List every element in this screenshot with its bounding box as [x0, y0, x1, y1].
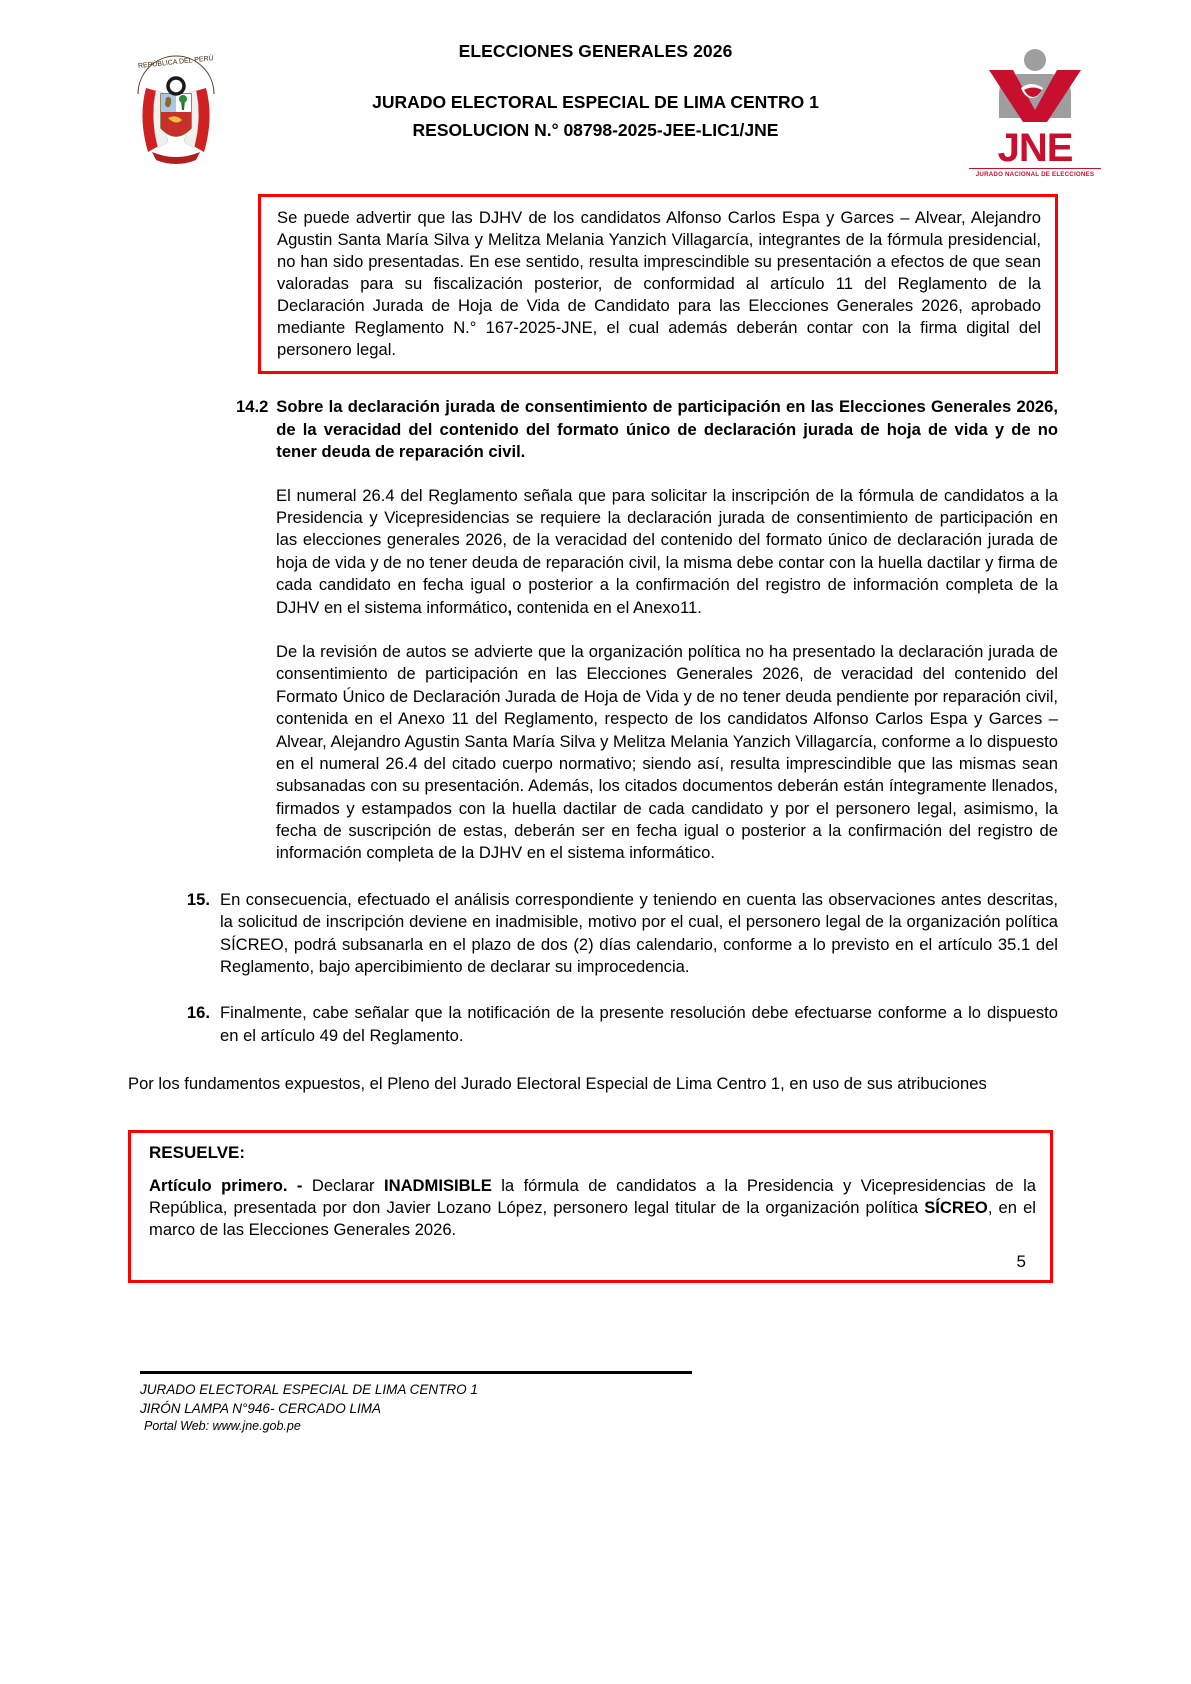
document-header	[0, 0, 1191, 182]
list-item-16	[176, 1002, 1058, 1047]
svg-text:REPÚBLICA DEL PERÚ: REPÚBLICA DEL PERÚ	[137, 55, 215, 70]
footer-line-entity: JURADO ELECTORAL ESPECIAL DE LIMA CENTRO 1	[140, 1381, 478, 1397]
paragraph-1-bold-comma: ,	[507, 597, 513, 617]
jne-logo-subtitle: JURADO NACIONAL DE ELECCIONES	[969, 168, 1101, 178]
document-body	[0, 194, 1191, 1283]
header-titles	[246, 42, 946, 143]
jne-logo-icon	[969, 48, 1101, 178]
resuelve-body	[149, 1175, 1036, 1242]
resuelve-box	[128, 1130, 1053, 1283]
header-line-resolucion: RESOLUCION N.° 08798-2025-JEE-LIC1/JNE	[412, 119, 779, 140]
resuelve-text-3: , en el marco de las Elecciones Generales 2026.	[149, 1198, 1036, 1240]
section-14-2-title: Sobre la declaración jurada de consentimiento de participación en las Elecciones Generales 2026, de la veracidad del contenido del formato único de declaración jurada de hoja de vida y de no tener deuda de reparación civil.	[276, 397, 1058, 461]
peru-coat-of-arms-icon	[128, 48, 224, 176]
resuelve-text-1: Declarar	[302, 1175, 384, 1195]
section-14-2-paragraph-1	[276, 485, 1058, 619]
resuelve-title: RESUELVE:	[149, 1142, 246, 1162]
list-item-15-text: En consecuencia, efectuado el análisis correspondiente y teniendo en cuenta las observaciones antes descritas, la solicitud de inscripción deviene en inadmisible, motivo por el cual, el personero legal de la organización política SÍCREO, podrá subsanarla en el plazo de dos (2) días calendario, conforme a lo previsto en el artículo 35.1 del Reglamento, bajo apercibimiento de declarar su improcedencia.	[220, 889, 1058, 977]
paragraph-1-part-a: El numeral 26.4 del Reglamento señala que para solicitar la inscripción de la fórmula de candidatos a la Presidencia y Vicepresidencias se requiere la declaración jurada de consentimiento de participación en las elecciones generales 2026, de la veracidad del contenido del formato único de declaración jurada de hoja de vida y de no tener deuda de reparación civil, la misma debe contar con la huella dactilar y firma de cada candidato en fecha igual o posterior a la confirmación del registro de información completa de la DJHV en el sistema informático	[276, 485, 1058, 617]
resuelve-bold-sicreo: SÍCREO	[924, 1198, 988, 1217]
list-item-15-number: 15.	[186, 889, 210, 909]
section-14-2-number: 14.2	[236, 397, 269, 417]
header-line-jurado: JURADO ELECTORAL ESPECIAL DE LIMA CENTRO 1	[372, 92, 819, 113]
paragraph-1-part-b: contenida en el Anexo11.	[512, 597, 702, 617]
resuelve-article-label: Artículo primero. -	[149, 1175, 303, 1195]
header-line-elecciones: ELECCIONES GENERALES 2026	[458, 41, 733, 61]
page-number: 5	[1016, 1251, 1026, 1271]
section-14-2-paragraph-2: De la revisión de autos se advierte que la organización política no ha presentado la declaración jurada de consentimiento de participación en las Elecciones Generales 2026, de veracidad del contenido del Formato Único de Declaración Jurada de Hoja de Vida y de no tener deuda pendiente por reparación civil, contenida en el Anexo 11 del Reglamento, respecto de los candidatos Alfonso Carlos Espa y Garces – Alvear, Alejandro Agustin Santa María Silva y Melitza Melania Yanzich Villagarcía, conforme a lo dispuesto en el numeral 26.4 del citado cuerpo normativo; siendo así, resulta imprescindible que las mismas sean subsanadas con su presentación. Además, los citados documentos deberán están íntegramente llenados, firmados y estampados con la huella dactilar de cada candidato y por el personero legal, asimismo, la fecha de suscripción de estas, deberán ser en fecha igual o posterior a la confirmación del registro de información completa de la DJHV en el sistema informático.	[276, 641, 1058, 863]
footer-line-web: Portal Web: www.jne.gob.pe	[144, 1419, 301, 1434]
list-item-16-number: 16.	[186, 1003, 210, 1023]
jne-logo-text: JNE	[997, 126, 1073, 170]
resuelve-bold-inadmisible: INADMISIBLE	[383, 1175, 492, 1195]
resuelve-text-2: la fórmula de candidatos a la Presidencia y Vicepresidencias de la República, presentada por don Javier Lozano López, personero legal titular de la organización política	[149, 1175, 1036, 1217]
footer-divider	[140, 1371, 692, 1374]
closing-paragraph: Por los fundamentos expuestos, el Pleno del Jurado Electoral Especial de Lima Centro 1, en uso de sus atribuciones	[128, 1074, 987, 1094]
section-14-2-heading	[236, 396, 1058, 462]
highlight-box-djhv	[258, 194, 1058, 374]
list-item-15	[176, 889, 1058, 979]
document-footer	[128, 1371, 1028, 1436]
highlight-box-djhv-text: Se puede advertir que las DJHV de los candidatos Alfonso Carlos Espa y Garces – Alvear, Alejandro Agustin Santa María Silva y Melitza Melania Yanzich Villagarcía, integrantes de la fórmula presidencial, no han sido presentadas. En ese sentido, resulta imprescindible su presentación a efectos de que sean valoradas para su fiscalización posterior, de conformidad al artículo 11 del Reglamento de la Declaración Jurada de Hoja de Vida de Candidato para las Elecciones Generales 2026, aprobado mediante Reglamento N.° 167-2025-JNE, el cual además deberán contar con la firma digital del personero legal.	[277, 208, 1041, 360]
footer-line-address: JIRÓN LAMPA N°946- CERCADO LIMA	[140, 1401, 381, 1417]
list-item-16-text: Finalmente, cabe señalar que la notificación de la presente resolución debe efectuarse conforme a lo dispuesto en el artículo 49 del Reglamento.	[220, 1003, 1058, 1045]
